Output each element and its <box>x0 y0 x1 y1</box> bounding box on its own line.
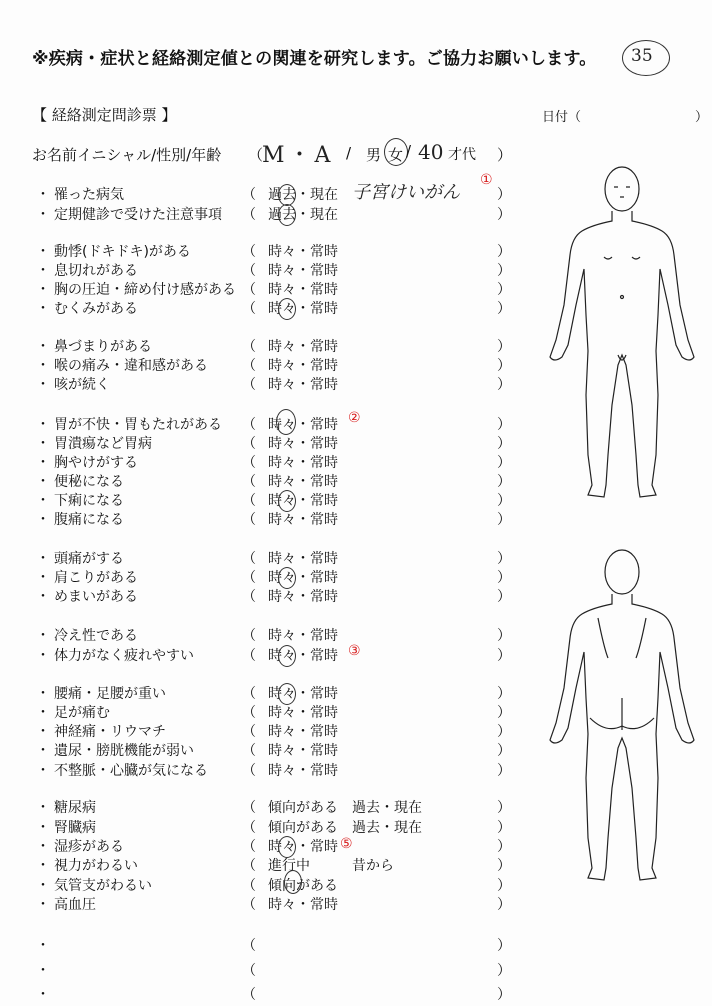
item-options[interactable]: 過去・現在 <box>268 207 338 223</box>
bullet: ・ <box>36 686 50 702</box>
open-paren: （ <box>242 207 256 223</box>
item-label: 高血圧 <box>54 897 96 913</box>
item-options[interactable]: 時々・常時 <box>268 263 338 279</box>
open-paren: （ <box>242 589 256 605</box>
date-label: 日付（ <box>542 110 582 125</box>
open-paren: （ <box>242 858 256 874</box>
bullet: ・ <box>36 987 50 1003</box>
survey-title: ※疾病・症状と経絡測定値との関連を研究します。ご協力お願いします。 <box>32 49 597 69</box>
item-label: 定期健診で受けた注意事項 <box>54 207 222 223</box>
bullet: ・ <box>36 938 50 954</box>
item-label: 息切れがある <box>54 263 138 279</box>
bullet: ・ <box>36 263 50 279</box>
item-label: 体力がなく疲れやすい <box>54 648 194 664</box>
close-paren: ） <box>497 763 511 779</box>
close-paren: ） <box>497 570 511 586</box>
open-paren: （ <box>242 377 256 393</box>
close-paren: ） <box>497 244 511 260</box>
open-paren: （ <box>242 705 256 721</box>
open-paren: （ <box>242 339 256 355</box>
open-paren: （ <box>242 301 256 317</box>
open-paren: （ <box>242 512 256 528</box>
item-options[interactable]: 時々・常時 <box>268 705 338 721</box>
item-label: 喉の痛み・違和感がある <box>54 358 208 374</box>
red-mark-1: ① <box>480 172 493 188</box>
open-paren: （ <box>242 839 256 855</box>
list-item <box>0 984 712 1004</box>
selection-circle <box>278 184 296 206</box>
close-paren: ） <box>497 263 511 279</box>
item-label: めまいがある <box>54 589 138 605</box>
bullet: ・ <box>36 512 50 528</box>
open-paren: （ <box>242 963 256 979</box>
selection-circle <box>278 683 296 705</box>
item-label: 下痢になる <box>54 493 124 509</box>
close-paren: ） <box>497 377 511 393</box>
selection-circle <box>278 567 296 589</box>
selection-circle <box>278 298 296 320</box>
item-label: 冷え性である <box>54 628 138 644</box>
close-paren: ） <box>497 743 511 759</box>
item-label: 便秘になる <box>54 474 124 490</box>
open-paren: （ <box>242 938 256 954</box>
bullet: ・ <box>36 417 50 433</box>
open-paren: （ <box>242 628 256 644</box>
date-close-paren: ） <box>695 110 709 125</box>
close-paren: ） <box>497 551 511 567</box>
selection-circle <box>278 645 296 667</box>
item-options[interactable]: 時々・常時 <box>268 358 338 374</box>
bullet: ・ <box>36 724 50 740</box>
list-item <box>0 894 712 914</box>
handwritten-note: 子宮けいがん <box>352 182 460 203</box>
open-paren: （ <box>242 724 256 740</box>
item-options[interactable]: 時々・常時 <box>268 897 338 913</box>
item-label: 鼻づまりがある <box>54 339 152 355</box>
name-close-paren: ） <box>497 146 513 164</box>
item-label: 足が痛む <box>54 705 110 721</box>
item-label: 腹痛になる <box>54 512 124 528</box>
open-paren: （ <box>242 648 256 664</box>
item-options[interactable]: 過去・現在 <box>268 187 338 203</box>
bullet: ・ <box>36 743 50 759</box>
item-options[interactable]: 時々・常時 <box>268 743 338 759</box>
close-paren: ） <box>497 938 511 954</box>
open-paren: （ <box>242 187 256 203</box>
age-value[interactable]: 40 <box>418 140 444 164</box>
item-options[interactable]: 時々・常時 <box>268 628 338 644</box>
age-slash: / <box>406 142 412 160</box>
item-options[interactable]: 時々・常時 <box>268 512 338 528</box>
open-paren: （ <box>242 987 256 1003</box>
bullet: ・ <box>36 570 50 586</box>
bullet: ・ <box>36 551 50 567</box>
close-paren: ） <box>497 493 511 509</box>
name-open-paren: （ <box>248 146 264 164</box>
close-paren: ） <box>497 187 511 203</box>
item-options[interactable]: 進行中 昔から <box>268 858 394 874</box>
close-paren: ） <box>497 705 511 721</box>
item-options[interactable]: 時々・常時 <box>268 417 338 433</box>
item-label: 遺尿・膀胱機能が弱い <box>54 743 194 759</box>
bullet: ・ <box>36 493 50 509</box>
name-label: お名前イニシャル/性別/年齢 <box>32 146 222 164</box>
item-label: 咳が続く <box>54 377 110 393</box>
red-mark-2: ② <box>348 410 361 426</box>
bullet: ・ <box>36 455 50 471</box>
item-options[interactable]: 時々・常時 <box>268 474 338 490</box>
item-options[interactable]: 時々・常時 <box>268 244 338 260</box>
bullet: ・ <box>36 820 50 836</box>
open-paren: （ <box>242 263 256 279</box>
open-paren: （ <box>242 743 256 759</box>
bullet: ・ <box>36 244 50 260</box>
item-label: 肩こりがある <box>54 570 138 586</box>
item-label: 気管支がわるい <box>54 878 152 894</box>
bullet: ・ <box>36 628 50 644</box>
close-paren: ） <box>497 839 511 855</box>
close-paren: ） <box>497 207 511 223</box>
close-paren: ） <box>497 686 511 702</box>
close-paren: ） <box>497 878 511 894</box>
item-label: 胸の圧迫・締め付け感がある <box>54 282 236 298</box>
item-options[interactable]: 時々・常時 <box>268 724 338 740</box>
open-paren: （ <box>242 455 256 471</box>
open-paren: （ <box>242 878 256 894</box>
open-paren: （ <box>242 551 256 567</box>
close-paren: ） <box>497 301 511 317</box>
sheet-number: 35 <box>631 46 653 66</box>
close-paren: ） <box>497 455 511 471</box>
item-options[interactable]: 時々・常時 <box>268 686 338 702</box>
bullet: ・ <box>36 282 50 298</box>
bullet: ・ <box>36 963 50 979</box>
item-options[interactable]: 傾向がある 過去・現在 <box>268 820 422 836</box>
item-options[interactable]: 時々・常時 <box>268 436 338 452</box>
close-paren: ） <box>497 648 511 664</box>
selection-circle <box>278 204 296 226</box>
selection-circle <box>278 490 296 512</box>
close-paren: ） <box>497 339 511 355</box>
bullet: ・ <box>36 207 50 223</box>
open-paren: （ <box>242 686 256 702</box>
item-label: むくみがある <box>54 301 138 317</box>
item-label: 胃が不快・胃もたれがある <box>54 417 222 433</box>
name-slash: / <box>346 144 352 162</box>
body-front-diagram <box>542 165 702 505</box>
item-options[interactable]: 時々・常時 <box>268 763 338 779</box>
bullet: ・ <box>36 377 50 393</box>
red-mark-5: ⑤ <box>340 836 353 852</box>
bullet: ・ <box>36 705 50 721</box>
item-options[interactable]: 時々・常時 <box>268 282 338 298</box>
close-paren: ） <box>497 417 511 433</box>
gender-male[interactable]: 男 <box>366 146 382 164</box>
item-label: 胸やけがする <box>54 455 138 471</box>
open-paren: （ <box>242 820 256 836</box>
bullet: ・ <box>36 800 50 816</box>
item-options[interactable]: 傾向がある <box>268 878 338 894</box>
close-paren: ） <box>497 628 511 644</box>
open-paren: （ <box>242 474 256 490</box>
item-label: 神経痛・リウマチ <box>54 724 166 740</box>
list-item <box>0 509 712 529</box>
item-options[interactable]: 傾向がある 過去・現在 <box>268 800 422 816</box>
item-label: 腰痛・足腰が重い <box>54 686 166 702</box>
open-paren: （ <box>242 417 256 433</box>
close-paren: ） <box>497 987 511 1003</box>
item-options[interactable]: 時々・常時 <box>268 455 338 471</box>
close-paren: ） <box>497 512 511 528</box>
close-paren: ） <box>497 724 511 740</box>
bullet: ・ <box>36 187 50 203</box>
item-options[interactable]: 時々・常時 <box>268 570 338 586</box>
gender-female-circle <box>384 138 408 166</box>
bullet: ・ <box>36 339 50 355</box>
section-title: 【 経絡測定問診票 】 <box>32 106 177 124</box>
item-options[interactable]: 時々・常時 <box>268 493 338 509</box>
bullet: ・ <box>36 763 50 779</box>
item-options[interactable]: 時々・常時 <box>268 339 338 355</box>
age-suffix: 才代 <box>448 147 476 163</box>
open-paren: （ <box>242 282 256 298</box>
bullet: ・ <box>36 839 50 855</box>
bullet: ・ <box>36 878 50 894</box>
open-paren: （ <box>242 763 256 779</box>
red-mark-3: ③ <box>348 643 361 659</box>
bullet: ・ <box>36 436 50 452</box>
open-paren: （ <box>242 436 256 452</box>
open-paren: （ <box>242 800 256 816</box>
bullet: ・ <box>36 858 50 874</box>
item-label: 腎臓病 <box>54 820 96 836</box>
bullet: ・ <box>36 301 50 317</box>
close-paren: ） <box>497 474 511 490</box>
close-paren: ） <box>497 282 511 298</box>
item-options[interactable]: 時々・常時 <box>268 648 338 664</box>
close-paren: ） <box>497 897 511 913</box>
close-paren: ） <box>497 858 511 874</box>
open-paren: （ <box>242 570 256 586</box>
open-paren: （ <box>242 244 256 260</box>
open-paren: （ <box>242 897 256 913</box>
list-item <box>0 935 712 955</box>
bullet: ・ <box>36 474 50 490</box>
item-label: 罹った病気 <box>54 187 124 203</box>
item-options[interactable]: 時々・常時 <box>268 377 338 393</box>
close-paren: ） <box>497 800 511 816</box>
item-options[interactable]: 時々・常時 <box>268 589 338 605</box>
close-paren: ） <box>497 436 511 452</box>
close-paren: ） <box>497 963 511 979</box>
bullet: ・ <box>36 589 50 605</box>
selection-circle <box>278 836 296 858</box>
bullet: ・ <box>36 358 50 374</box>
selection-circle <box>284 870 302 894</box>
bullet: ・ <box>36 648 50 664</box>
close-paren: ） <box>497 358 511 374</box>
item-label: 視力がわるい <box>54 858 138 874</box>
item-label: 動悸(ドキドキ)がある <box>54 244 191 260</box>
selection-circle <box>276 409 296 435</box>
bullet: ・ <box>36 897 50 913</box>
body-back-diagram <box>542 548 702 888</box>
item-label: 糖尿病 <box>54 800 96 816</box>
item-label: 頭痛がする <box>54 551 124 567</box>
list-item <box>0 960 712 980</box>
close-paren: ） <box>497 589 511 605</box>
item-options[interactable]: 時々・常時 <box>268 839 338 855</box>
close-paren: ） <box>497 820 511 836</box>
gender-female[interactable]: 女 <box>388 146 404 164</box>
open-paren: （ <box>242 493 256 509</box>
item-options[interactable]: 時々・常時 <box>268 551 338 567</box>
item-label: 胃潰瘍など胃病 <box>54 436 152 452</box>
item-options[interactable]: 時々・常時 <box>268 301 338 317</box>
item-label: 不整脈・心臓が気になる <box>54 763 208 779</box>
name-initials[interactable]: M・A <box>262 143 335 168</box>
item-label: 湿疹がある <box>54 839 124 855</box>
open-paren: （ <box>242 358 256 374</box>
